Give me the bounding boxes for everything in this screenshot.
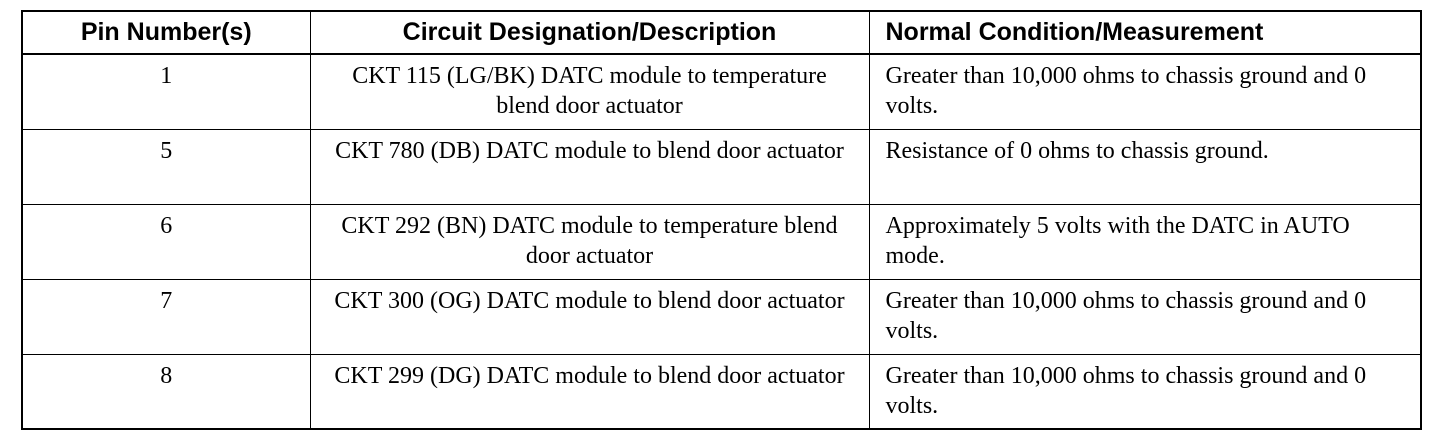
table-row: [22, 354, 1421, 429]
circuit-description-cell: CKT 299 (DG) DATC module to blend door actuator: [310, 354, 869, 429]
normal-condition-cell: Resistance of 0 ohms to chassis ground.: [869, 129, 1421, 204]
pin-number-cell: 5: [22, 129, 310, 204]
table-row: [22, 54, 1421, 129]
circuit-description-cell: CKT 115 (LG/BK) DATC module to temperature blend door actuator: [310, 54, 869, 129]
header-pin-numbers: Pin Number(s): [22, 11, 310, 54]
header-normal-condition: Normal Condition/Measurement: [869, 11, 1421, 54]
circuit-description-cell: CKT 300 (OG) DATC module to blend door actuator: [310, 279, 869, 354]
header-circuit-description: Circuit Designation/Description: [310, 11, 869, 54]
normal-condition-cell: Approximately 5 volts with the DATC in AUTO mode.: [869, 204, 1421, 279]
circuit-description-cell: CKT 780 (DB) DATC module to blend door actuator: [310, 129, 869, 204]
normal-condition-cell: Greater than 10,000 ohms to chassis ground and 0 volts.: [869, 54, 1421, 129]
table-row: [22, 204, 1421, 279]
table-row: [22, 279, 1421, 354]
pin-test-table: [21, 10, 1422, 430]
pin-number-cell: 1: [22, 54, 310, 129]
pin-number-cell: 6: [22, 204, 310, 279]
normal-condition-cell: Greater than 10,000 ohms to chassis ground and 0 volts.: [869, 354, 1421, 429]
normal-condition-cell: Greater than 10,000 ohms to chassis ground and 0 volts.: [869, 279, 1421, 354]
table-row: [22, 129, 1421, 204]
pin-number-cell: 7: [22, 279, 310, 354]
table-header-row: [22, 11, 1421, 54]
pin-number-cell: 8: [22, 354, 310, 429]
circuit-description-cell: CKT 292 (BN) DATC module to temperature blend door actuator: [310, 204, 869, 279]
